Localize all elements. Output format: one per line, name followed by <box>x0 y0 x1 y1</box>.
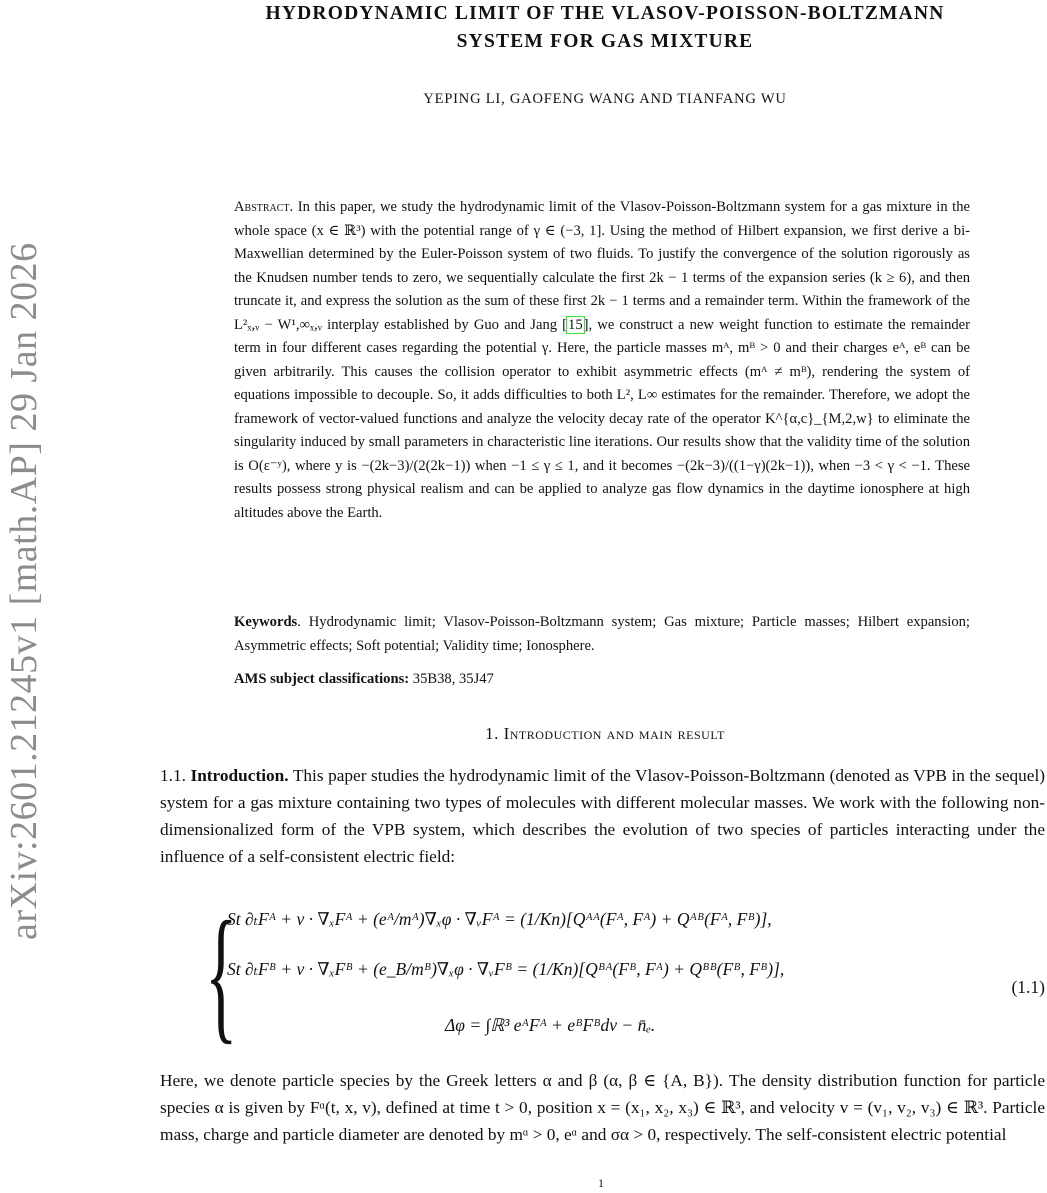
subsection-label: Introduction. <box>190 766 289 785</box>
equation-line-2: St ∂ₜFᴮ + v · ∇ₓFᴮ + (e_B/mᴮ)∇ₓφ · ∇ᵥFᴮ = (1/Kn)[Qᴮᴬ(Fᴮ, Fᴬ) + Qᴮᴮ(Fᴮ, Fᴮ)], <box>227 959 785 979</box>
body-paragraph-2: Here, we denote particle species by the Greek letters α and β (α, β ∈ {A, B}). The density distribution function for particle species α is given by Fᵅ(t, x, v), defined at time t > 0, position x = (x₁, x₂, x₃) ∈ ℝ³, and velocity v = (v₁, v₂, v₃) ∈ ℝ³. Particle mass, charge and particle diameter are denoted by mᵅ > 0, eᵅ and σα > 0, respectively. The self-consistent electric potential <box>160 1071 1045 1144</box>
title-line-2: SYSTEM FOR GAS MIXTURE <box>456 31 754 52</box>
left-brace-icon: { <box>205 891 238 1057</box>
equation-line-3: Δφ = ∫ℝ³ eᴬFᴬ + eᴮFᴮdv − n̄ₑ. <box>445 1015 656 1035</box>
keywords-text: . Hydrodynamic limit; Vlasov-Poisson-Boltzmann system; Gas mixture; Particle masses; Hilbert expansion; Asymmetric effects; Soft potential; Validity time; Ionosphere. <box>234 614 970 654</box>
intro-text: This paper studies the hydrodynamic limit of the Vlasov-Poisson-Boltzmann (denoted as VPB in the sequel) system for a gas mixture containing two types of molecules with different molecular masses. We work with the following non-dimensionalized form of the VPB system, which describes the evolution of two species of particles interacting under the influence of a self-consistent electric field: <box>160 766 1045 866</box>
citation-link[interactable]: 15 <box>568 316 583 333</box>
intro-paragraph <box>160 762 1045 870</box>
ams-classifications <box>234 668 970 692</box>
equation-number: (1.1) <box>1011 977 1045 997</box>
paper-title <box>160 0 1047 56</box>
equation-line-1: St ∂ₜFᴬ + v · ∇ₓFᴬ + (eᴬ/mᴬ)∇ₓφ · ∇ᵥFᴬ = (1/Kn)[Qᴬᴬ(Fᴬ, Fᴬ) + Qᴬᴮ(Fᴬ, Fᴮ)], <box>227 909 772 929</box>
ams-label: AMS subject classifications: <box>234 671 410 687</box>
keywords-label: Keywords <box>234 614 298 630</box>
section-heading: 1. Introduction and main result <box>485 724 725 743</box>
equation-1-1 <box>205 891 1045 1062</box>
page-number: 1 <box>598 1176 604 1190</box>
authors: YEPING LI, GAOFENG WANG AND TIANFANG WU <box>423 91 787 107</box>
arxiv-stamp: arXiv:2601.21245v1 [math.AP] 29 Jan 2026 <box>3 242 45 940</box>
abstract-label: Abstract. <box>234 199 294 215</box>
keywords <box>234 611 970 658</box>
abstract-text-1: In this paper, we study the hydrodynamic limit of the Vlasov-Poisson-Boltzmann system for a gas mixture in the whole space (x ∈ ℝ³) with the potential range of γ ∈ (−3, 1]. Using the method of Hilbert expansion, we first derive a bi-Maxwellian determined by the Euler-Poisson system of two fluids. To justify the convergence of the solution rigorously as the Knudsen number tends to zero, we sequentially calculate the first 2k − 1 terms of the expansion series (k ≥ 6), and then truncate it, and express the solution as the sum of these first 2k − 1 terms and a remainder term. Within the framework of the L²ₓ,ᵥ − W¹,∞ₓ,ᵥ interplay established by Guo and Jang <box>234 199 970 333</box>
abstract-text-2: , we construct a new weight function to estimate the remainder term in four different cases regarding the potential γ. Here, the particle masses mᴬ, mᴮ > 0 and their charges eᴬ, eᴮ can be given arbitrarily. This causes the collision operator to exhibit asymmetric effects (mᴬ ≠ mᴮ), rendering the system of equations impossible to decouple. So, it adds difficulties to both L², L∞ estimates for the remainder. Therefore, we adopt the framework of vector-valued functions and analyze the velocity decay rate of the operator K^{α,c}_{M,2,w} to eliminate the singularity induced by small parameters in characteristic line iterations. Our results show that the validity time of the solution is O(ε⁻ʸ), where y is −(2k−3)/(2(2k−1)) when −1 ≤ γ ≤ 1, and it becomes −(2k−3)/((1−γ)(2k−1)), when −3 < γ < −1. These results possess strong physical realism and can be applied to analyze gas flow dynamics in the daytime ionosphere at high altitudes above the Earth. <box>234 316 970 521</box>
abstract: Abstract. In this paper, we study the hydrodynamic limit of the Vlasov-Poisson-Boltzmann system for a gas mixture in the whole space (x ∈ ℝ³) with the potential range of γ ∈ (−3, 1]. Using the method of Hilbert expansion, we first derive a bi-Maxwellian determined by the Euler-Poisson system of two fluids. To justify the convergence of the solution rigorously as the Knudsen number tends to zero, we sequentially calculate the first 2k − 1 terms of the expansion series (k ≥ 6), and then truncate it, and express the solution as the sum of these first 2k − 1 terms and a remainder term. Within the framework of the L²ₓ,ᵥ − W¹,∞ₓ,ᵥ interplay established by Guo and Jang [15], we construct a new weight function to estimate the remainder term in four different cases regarding the potential γ. Here, the particle masses mᴬ, mᴮ > 0 and their charges eᴬ, eᴮ can be given arbitrarily. This causes the collision operator to exhibit asymmetric effects (mᴬ ≠ mᴮ), rendering the system of equations impossible to decouple. So, it adds difficulties to both L², L∞ estimates for the remainder. Therefore, we adopt the framework of vector-valued functions and analyze the velocity decay rate of the operator K^{α,c}_{M,2,w} to eliminate the singularity induced by small parameters in characteristic line iterations. Our results show that the validity time of the solution is O(ε⁻ʸ), where y is −(2k−3)/(2(2k−1)) when −1 ≤ γ ≤ 1, and it becomes −(2k−3)/((1−γ)(2k−1)), when −3 < γ < −1. These results possess strong physical realism and can be applied to analyze gas flow dynamics in the daytime ionosphere at high altitudes above the Earth. <box>234 199 970 521</box>
title-line-1: HYDRODYNAMIC LIMIT OF THE VLASOV-POISSON-BOLTZMANN <box>265 3 945 24</box>
ams-text: 35B38, 35J47 <box>409 671 494 687</box>
subsection-number: 1.1. <box>160 766 191 785</box>
